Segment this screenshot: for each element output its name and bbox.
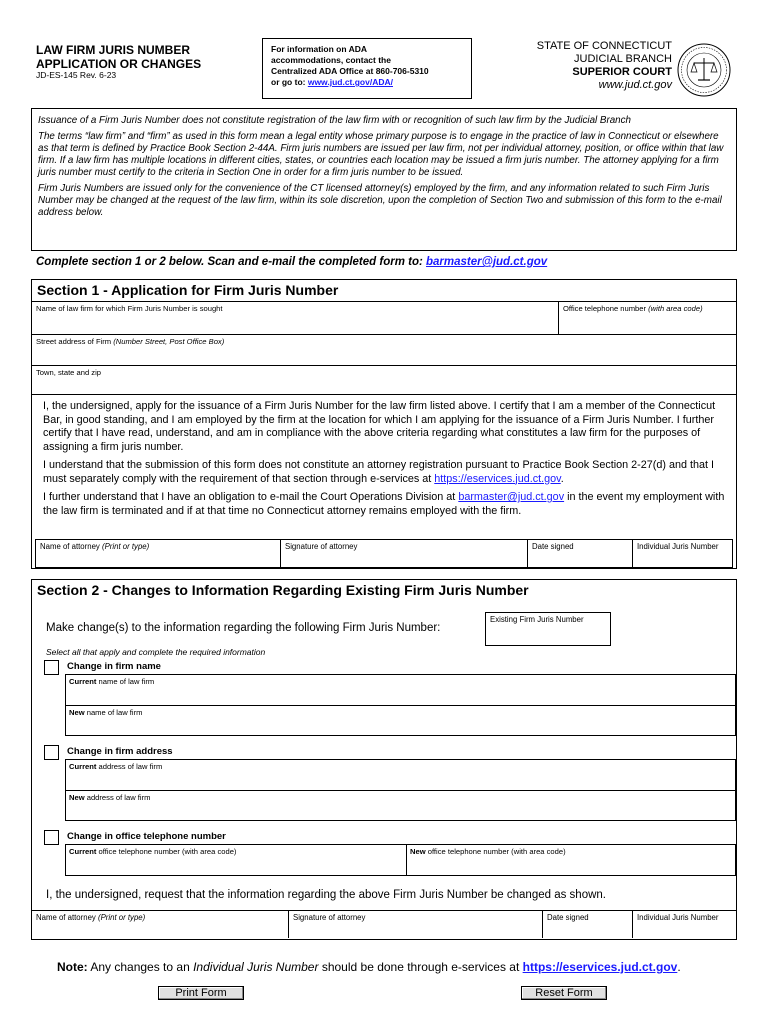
change-name-checkbox[interactable]: [44, 660, 59, 675]
office-phone-input[interactable]: [559, 302, 736, 334]
existing-juris-number-field[interactable]: [485, 612, 611, 646]
street-address-label-text: Street address of Firm: [36, 337, 112, 346]
new-address-field[interactable]: [66, 791, 735, 821]
new-name-label: name of law firm: [84, 708, 143, 717]
firm-address-change-box: [65, 759, 736, 821]
date-signed-label: Date signed: [532, 542, 574, 551]
cert-paragraph-1: I, the undersigned, apply for the issuance of a Firm Juris Number for the law firm listed above. I certify that I am a member of the Connecticut Bar, in good standing, and I am employed by the firm at the location for which I am applying for the issuance of a Firm Juris Number. I further certify that I have read, understand, and am in compliance with the above criteria regarding what constitutes a law firm for the purposes of assigning a firm juris number.: [43, 400, 716, 453]
cert-paragraph-3-text-a: I further understand that I have an obligation to e-mail the Court Operations Division at: [43, 491, 459, 503]
date-signed-field[interactable]: [527, 540, 632, 567]
town-row[interactable]: [32, 365, 736, 395]
note-eservices-link[interactable]: https://eservices.jud.ct.gov: [522, 960, 678, 974]
new-phone-label: office telephone number (with area code): [425, 847, 566, 856]
ada-line3: Centralized ADA Office at 860-706-5310: [271, 66, 429, 76]
firm-name-row: [32, 301, 736, 334]
office-phone-hint: (with area code): [648, 304, 703, 313]
phone-change-box: [65, 844, 736, 876]
cert-paragraph-2: I understand that the submission of this form does not constitute an attorney registration pursuant to Practice Book Section 2-27(d) and that I must separately comply with the requirement of that section through e-services at https://eservices.jud.ct.gov.: [43, 459, 714, 485]
ada-prefix: or go to:: [271, 77, 308, 87]
s2-attorney-name-field[interactable]: [32, 911, 288, 938]
court-state: STATE OF CONNECTICUT: [536, 40, 672, 52]
reset-form-button[interactable]: Reset Form: [521, 986, 607, 1000]
form-number: JD-ES-145 Rev. 6-23: [36, 70, 117, 80]
intro-paragraph-3: Firm Juris Numbers are issued only for the convenience of the CT licensed attorney(s) employed by the firm, and any information related to such Firm Juris Number may be changed at the request of the law firm, within its sole discretion, upon the completion of Section Two and submission of this form to the e-mail address below.: [38, 183, 722, 218]
intro-paragraph-1: Issuance of a Firm Juris Number does not constitute registration of the law firm with or recognition of such law firm by the Judicial Branch: [38, 115, 631, 126]
section1: [31, 279, 737, 569]
note-italic: Individual Juris Number: [193, 960, 319, 974]
form-title: [36, 43, 201, 71]
form-title-line1: LAW FIRM JURIS NUMBER: [36, 43, 190, 57]
change-name-label: Change in firm name: [67, 661, 161, 672]
intro-box: [31, 108, 737, 251]
s2-date-signed-label: Date signed: [547, 913, 589, 922]
note-text-b: should be done through e-services at: [318, 960, 523, 974]
court-heading: [537, 40, 672, 92]
intro-paragraph-2: The terms “law firm” and “firm” as used in this form mean a legal entity whose primary purpose is to engage in the practice of law in Connecticut or elsewhere as that term is defined by Practice Book Section 2-44A. Firm juris numbers are issued per law firm, not per individual attorney, position, or office within that law firm. If a law firm has multiple locations in different cities, states, or countries each location may be issued a firm juris number. The attorney applying for a firm juris number must certify to the criteria in Section One in order for a firm juris number to be issued.: [38, 131, 724, 178]
current-phone-label: office telephone number (with area code): [96, 847, 237, 856]
existing-juris-number-label: Existing Firm Juris Number: [490, 615, 584, 624]
s2-attorney-name-label: Name of attorney: [36, 913, 96, 922]
note-text-a: Any changes to an: [87, 960, 194, 974]
submission-instructions: [36, 256, 547, 268]
ada-line2: accommodations, contact the: [271, 55, 391, 65]
street-address-hint: (Number Street, Post Office Box): [113, 337, 225, 346]
section1-signature-row: [35, 539, 733, 568]
court-branch: JUDICIAL BRANCH: [574, 53, 672, 65]
attorney-name-hint: (Print or type): [101, 542, 150, 551]
attorney-name-field[interactable]: [36, 540, 280, 567]
change-phone-checkbox[interactable]: [44, 830, 59, 845]
s2-date-signed-field[interactable]: [542, 911, 632, 938]
select-all-instructions: Select all that apply and complete the required information: [46, 647, 266, 657]
section1-title: Section 1 - Application for Firm Juris Number: [37, 282, 339, 298]
individual-juris-field[interactable]: [632, 540, 732, 567]
current-phone-field[interactable]: [66, 845, 407, 875]
cert-paragraph-2-text: I understand that the submission of this form does not constitute an attorney registration pursuant to Practice Book Section 2-27(d) and that I must separately comply with the requirement of that section through e-services at: [43, 459, 714, 485]
firm-name-change-box: [65, 674, 736, 736]
section2-title: Section 2 - Changes to Information Regarding Existing Firm Juris Number: [37, 582, 529, 598]
form-title-line2: APPLICATION OR CHANGES: [36, 57, 202, 71]
s2-attorney-signature-label: Signature of attorney: [293, 913, 366, 922]
note-bold: Note:: [57, 960, 88, 974]
street-address-label: [36, 337, 224, 346]
ada-line1: For information on ADA: [271, 44, 368, 54]
cert-paragraph-3-text-b: in the event my employment with the law firm is terminated and if at that time no Connecticut attorney remains employed with the firm.: [43, 491, 725, 517]
judicial-seal-icon: [676, 42, 732, 98]
s2-attorney-signature-field[interactable]: [288, 911, 542, 938]
submission-email-link[interactable]: barmaster@jud.ct.gov: [426, 256, 548, 268]
barmaster-email-link[interactable]: barmaster@jud.ct.gov: [458, 491, 565, 503]
current-name-field[interactable]: [66, 675, 735, 706]
change-address-label: Change in firm address: [67, 746, 173, 757]
print-form-button[interactable]: Print Form: [158, 986, 244, 1000]
attorney-name-label: Name of attorney: [40, 542, 100, 551]
cert-paragraph-3: [43, 491, 733, 518]
s2-attorney-name-hint: (Print or type): [97, 913, 146, 922]
court-website: www.jud.ct.gov: [598, 79, 672, 91]
eservices-link[interactable]: https://eservices.jud.ct.gov: [434, 472, 561, 485]
s2-individual-juris-field[interactable]: [632, 911, 736, 938]
change-address-checkbox[interactable]: [44, 745, 59, 760]
attorney-signature-label: Signature of attorney: [285, 542, 358, 551]
street-address-row[interactable]: [32, 334, 736, 365]
office-phone-label-text: Office telephone number: [563, 304, 647, 313]
attorney-signature-field[interactable]: [280, 540, 527, 567]
new-phone-field[interactable]: [407, 845, 737, 875]
s2-individual-juris-label: Individual Juris Number: [637, 913, 719, 922]
firm-name-label: Name of law firm for which Firm Juris Number is sought: [36, 304, 223, 313]
new-name-field[interactable]: [66, 706, 735, 736]
new-address-label: address of law firm: [84, 793, 151, 802]
make-change-text: Make change(s) to the information regarding the following Firm Juris Number:: [46, 622, 441, 634]
note-end: .: [677, 960, 681, 974]
submission-text: Complete section 1 or 2 below. Scan and e-mail the completed form to:: [36, 256, 427, 268]
section2-signature-row: [32, 910, 736, 939]
ada-line4: [271, 77, 463, 88]
current-address-field[interactable]: [66, 760, 735, 791]
firm-name-input[interactable]: [32, 302, 557, 334]
change-phone-label: Change in office telephone number: [67, 831, 226, 842]
current-name-label: name of law firm: [96, 677, 155, 686]
current-address-bold: Current: [69, 762, 97, 771]
section2: [31, 579, 737, 940]
section2-undersigned-text: I, the undersigned, request that the information regarding the above Firm Juris Number be changed as shown.: [46, 889, 606, 901]
section1-certification: [43, 400, 733, 523]
new-phone-bold: New: [410, 847, 426, 856]
new-address-bold: New: [69, 793, 85, 802]
ada-info-box: [262, 38, 472, 99]
footer-note: [57, 960, 681, 974]
town-label: Town, state and zip: [36, 368, 102, 377]
new-name-bold: New: [69, 708, 85, 717]
current-address-label: address of law firm: [96, 762, 163, 771]
ada-link[interactable]: www.jud.ct.gov/ADA/: [307, 77, 393, 87]
current-name-bold: Current: [69, 677, 97, 686]
current-phone-bold: Current: [69, 847, 97, 856]
court-name: SUPERIOR COURT: [572, 66, 672, 78]
individual-juris-label: Individual Juris Number: [637, 542, 719, 551]
